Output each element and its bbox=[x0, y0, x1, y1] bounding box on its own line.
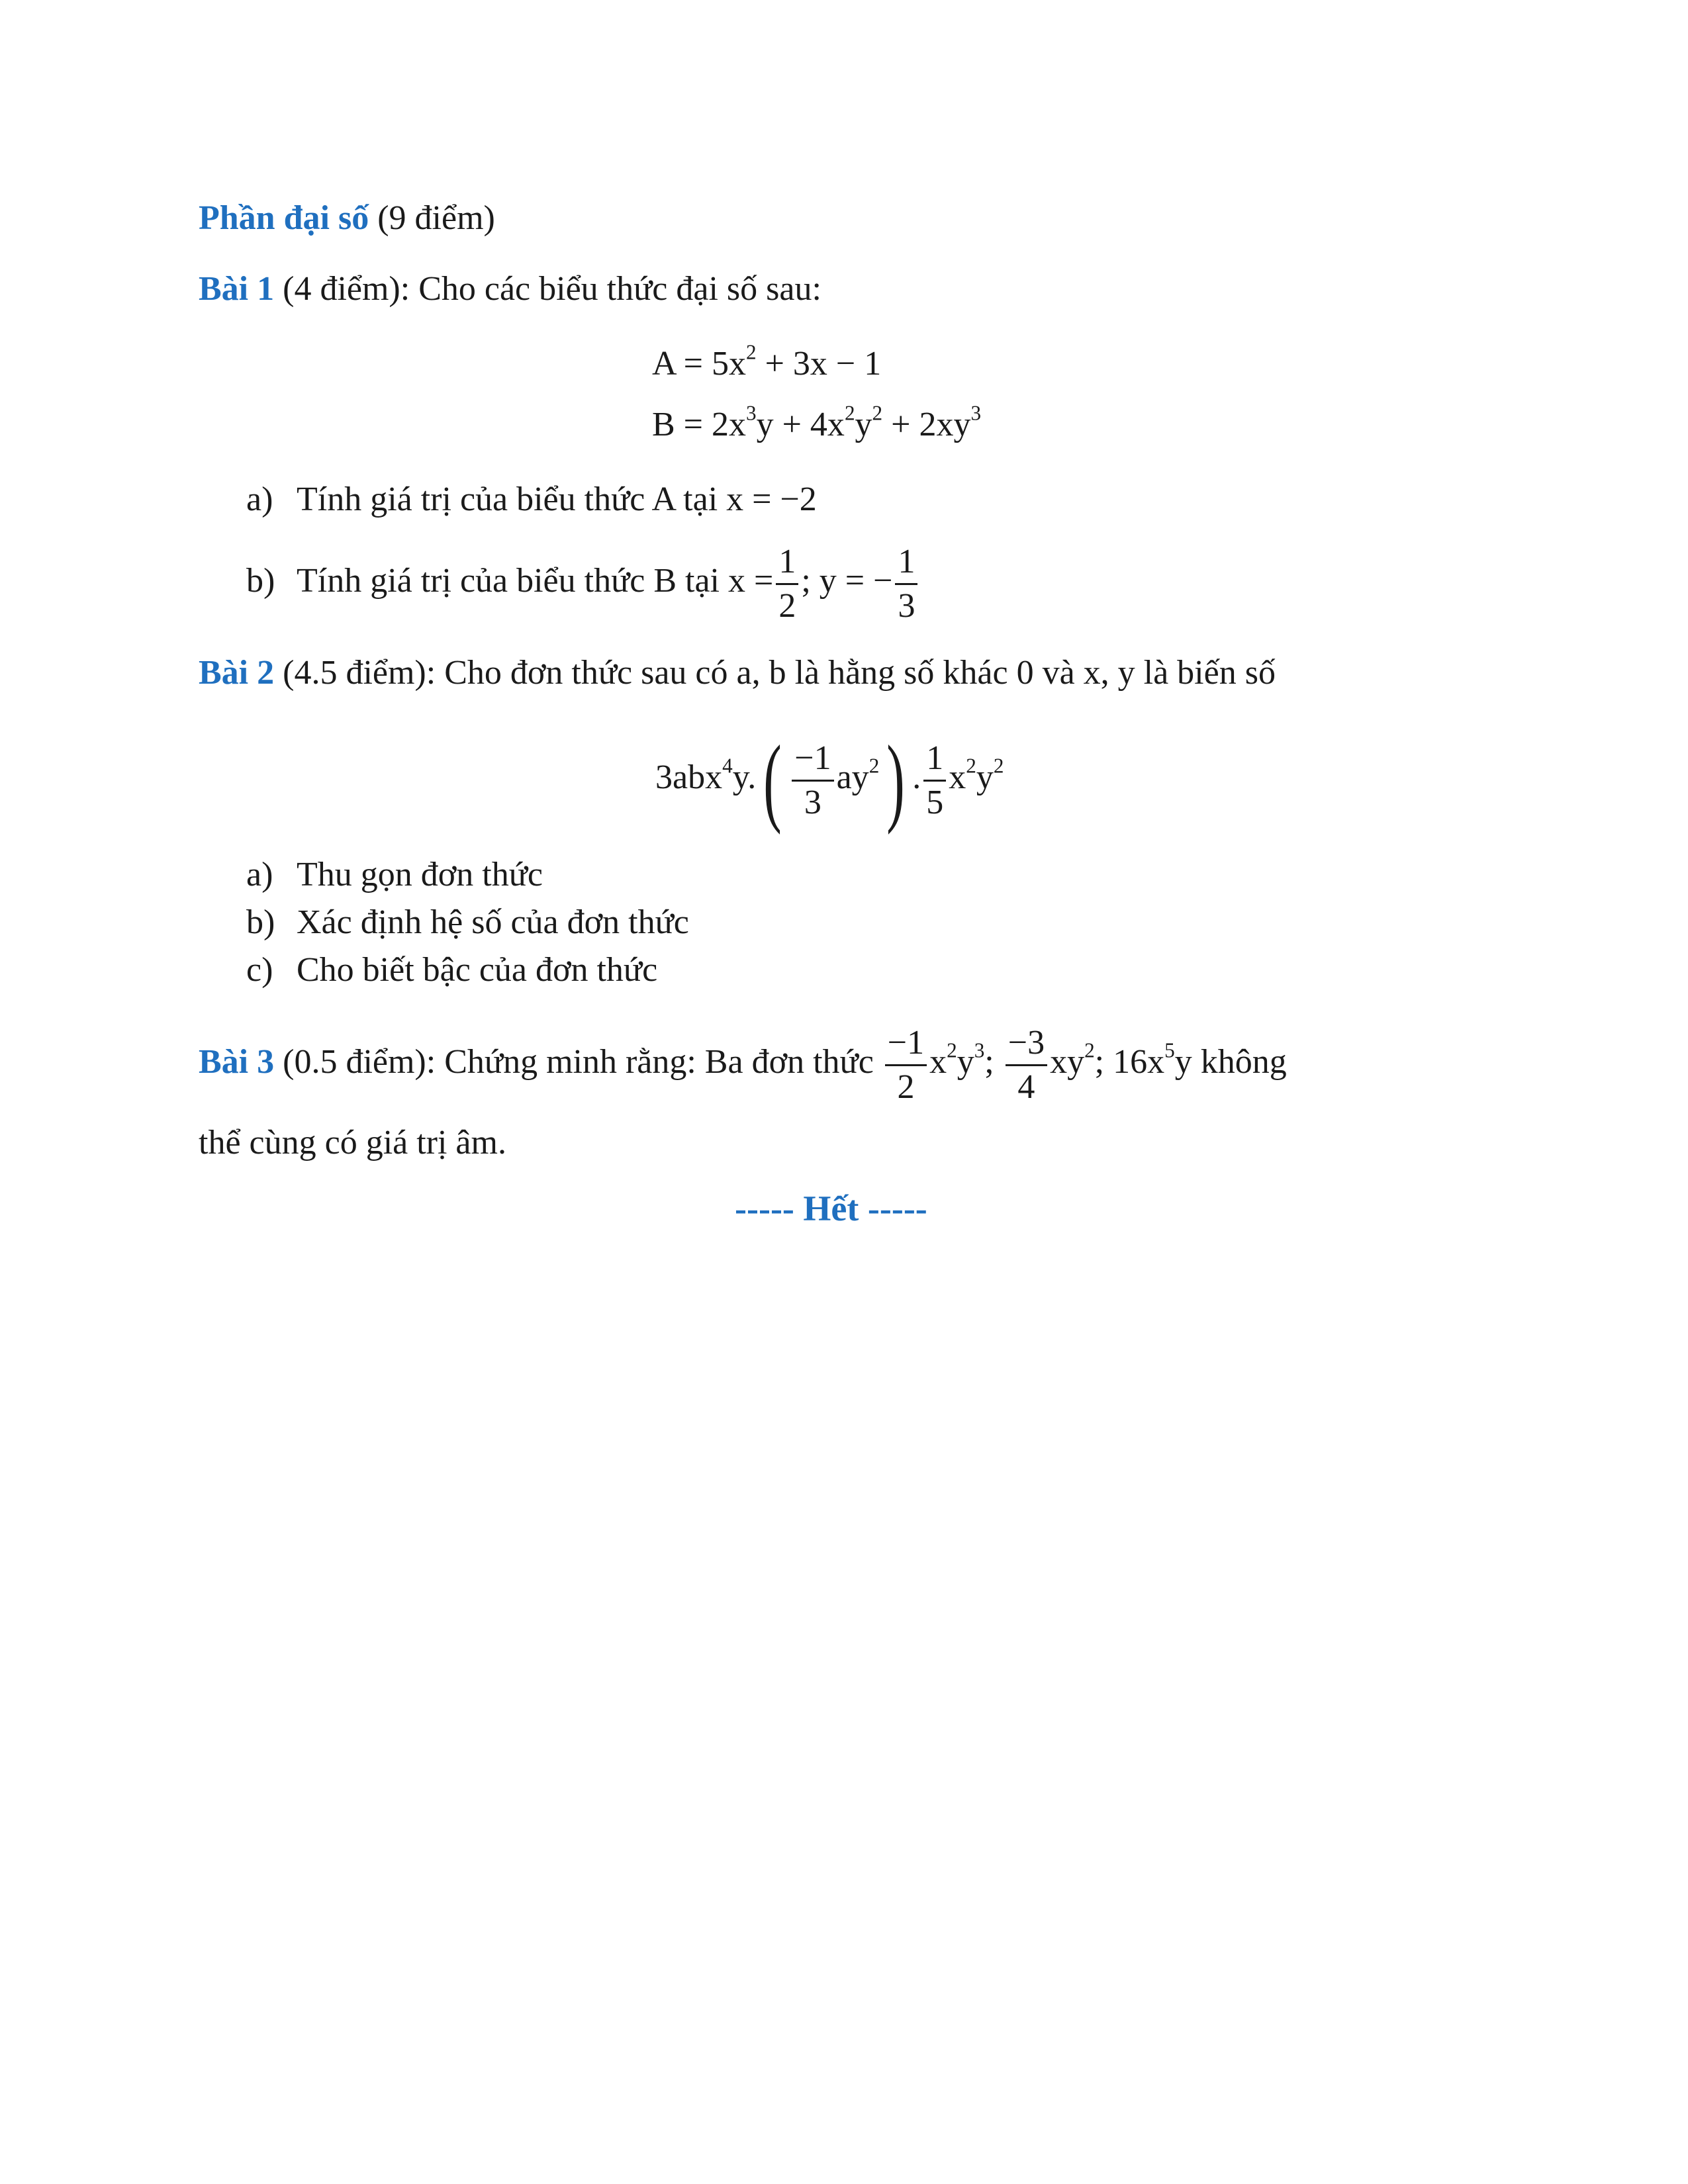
monomial-expression: 3abx$^4$y.( $\frac{-1}{3}$ $ay^2$) . $\frac{1}{5}$ $x^2y^2$ bbox=[655, 725, 1004, 836]
bai2-item-c: c) Cho biết bậc của đơn thức bbox=[246, 951, 658, 989]
bai3-heading: Bài 3 (0.5 điểm): Chứng minh rằng: Ba đơn thức $\frac{-1}{2}$ $x^2y^3$; $\frac{-3}{4}$ $xy^2$; $16x^5y$ không bbox=[199, 1023, 1287, 1106]
bai2-item-b: b) Xác định hệ số của đơn thức bbox=[246, 903, 689, 941]
fraction: $\frac{1}{2}$ bbox=[776, 545, 798, 623]
bai2-item-a: a) Thu gọn đơn thức bbox=[246, 856, 543, 893]
section-title: Phần đại số bbox=[199, 199, 369, 237]
bai2-label: Bài 2 bbox=[199, 654, 275, 692]
equation-a: $A = 5x^2 + 3x - 1$ bbox=[652, 340, 882, 383]
bai3-label: Bài 3 bbox=[199, 1043, 275, 1081]
section-heading bbox=[199, 197, 495, 240]
bai2-heading bbox=[199, 652, 1276, 694]
bai3-continuation: thể cùng có giá trị âm. bbox=[199, 1124, 506, 1161]
fraction: $\frac{-1}{3}$ bbox=[792, 741, 833, 820]
bai2-intro: (4.5 điểm): Cho đơn thức sau có a, b là hằng số khác 0 và x, y là biến số bbox=[283, 654, 1276, 692]
fraction: $\frac{-3}{4}$ bbox=[1006, 1026, 1047, 1105]
end-marker: ----- Hết ----- bbox=[735, 1189, 927, 1228]
bai1-label: Bài 1 bbox=[199, 270, 275, 308]
bai1-item-a: a) Tính giá trị của biểu thức A tại x = −2 bbox=[246, 480, 817, 518]
bai1-heading bbox=[199, 268, 821, 310]
equation-b: $B = 2x^3y + 4x^2y^2 + 2xy^3$ bbox=[652, 401, 982, 443]
fraction: $\frac{1}{3}$ bbox=[895, 545, 917, 623]
section-points: (9 điểm) bbox=[377, 199, 495, 237]
bai1-intro: (4 điểm): Cho các biểu thức đại số sau: bbox=[283, 270, 821, 308]
fraction: $\frac{1}{5}$ bbox=[923, 741, 946, 820]
bai1-item-b: b) Tính giá trị của biểu thức B tại x = $\frac{1}{2}$ ; y = − $\frac{1}{3}$ bbox=[246, 535, 920, 627]
fraction: $\frac{-1}{2}$ bbox=[885, 1026, 927, 1105]
